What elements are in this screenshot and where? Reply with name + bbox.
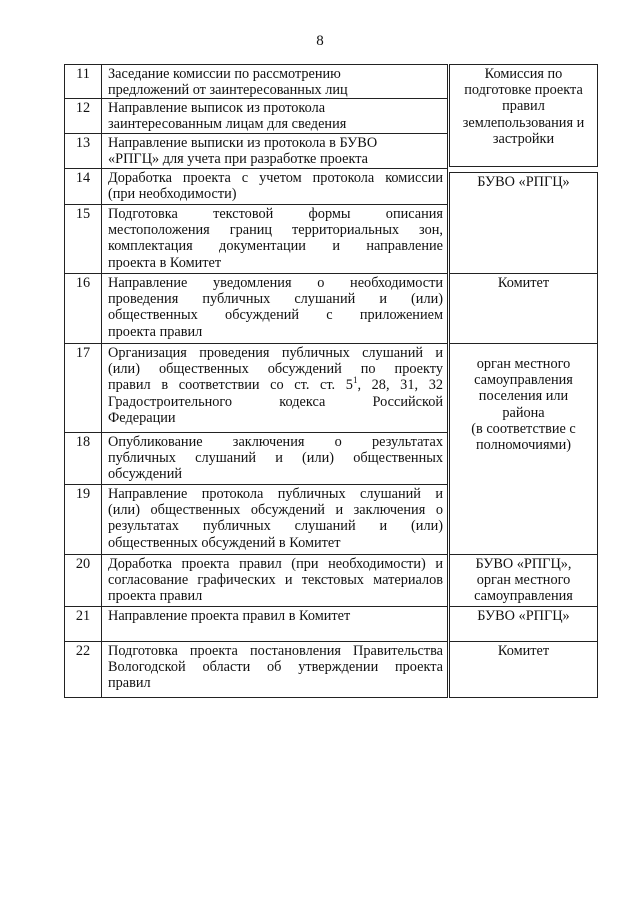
description-line: правил [108,675,151,692]
description-line: Доработка проекта правил (при необходимости) и [108,556,443,572]
responsible-party [449,273,598,344]
row-number: 16 [64,273,102,344]
description-line: Заседание комиссии по рассмотрению [108,66,341,82]
responsible-line: района [502,404,545,421]
description-line: Опубликование заключения о результатах [108,434,443,450]
row-number: 13 [64,133,102,169]
responsible-line: орган местного [476,572,571,589]
description-line: правил в соответствии со ст. ст. $5^1$, 28, 31, 32 [108,375,443,394]
responsible-party [449,554,598,607]
row-description [101,168,448,205]
responsible-line: Комитет [497,643,550,659]
row-number: 17 [64,343,102,433]
row-number: 14 [64,168,102,205]
row-number: 11 [64,64,102,99]
description-line: общественных обсуждений в Комитет [108,534,341,551]
description-line: «РПГЦ» для учета при разработке проекта [108,151,368,168]
responsible-line: Комитет [497,275,550,291]
responsible-line: застройки [492,130,555,147]
row-description [101,484,448,555]
row-description [101,204,448,274]
row-description [101,98,448,134]
description-line: Подготовка проекта постановления Правительства [108,643,443,659]
responsible-party [449,641,598,698]
description-line: (или) общественных обсуждений по проекту [108,361,443,378]
description-line: общественных обсуждений с приложением [108,307,443,324]
responsible-party [449,343,598,555]
responsible-line: подготовке проекта [464,82,583,99]
description-line: местоположения границ территориальных зон, [108,222,443,239]
responsible-line: самоуправления [474,588,573,605]
row-number: 18 [64,432,102,485]
row-number: 15 [64,204,102,274]
responsible-line: поселения или [478,388,569,405]
row-description [101,273,448,344]
responsible-line: (в соответствие с [471,420,576,437]
description-line: публичных слушаний и (или) общественных [108,450,443,467]
row-number: 21 [64,606,102,642]
row-number: 19 [64,484,102,555]
responsible-line: БУВО «РПГЦ» [477,608,570,624]
row-description [101,343,448,433]
description-line: Доработка проекта с учетом протокола комиссии [108,170,443,186]
description-line: проекта правил [108,588,203,605]
description-line: проекта в Комитет [108,254,222,271]
description-line: заинтересованным лицам для сведения [108,116,347,133]
row-number: 20 [64,554,102,607]
description-line: обсуждений [108,466,182,483]
row-description [101,432,448,485]
responsible-party [449,64,598,167]
responsible-line: БУВО «РПГЦ», [475,556,572,572]
responsible-line: БУВО «РПГЦ» [477,174,570,190]
page-number: 8 [316,33,324,49]
description-line: Направление выписок из протокола [108,100,326,116]
row-description [101,606,448,642]
responsible-party [449,606,598,642]
description-line: Направление протокола публичных слушаний и [108,486,443,502]
responsible-line: полномочиями) [476,437,571,454]
row-description [101,641,448,698]
description-line: Федерации [108,409,176,426]
description-line: Направление проекта правил в Комитет [108,608,351,624]
responsible-line: Комиссия по [484,66,563,82]
description-line: результатах публичных слушаний и (или) [108,518,443,535]
row-description [101,64,448,99]
description-line: проекта правил [108,323,203,340]
description-line: Организация проведения публичных слушаний и [108,345,443,361]
row-description [101,554,448,607]
responsible-line: правил [502,98,545,115]
description-line: Подготовка текстовой формы описания [108,206,443,222]
row-number: 22 [64,641,102,698]
responsible-line: орган местного [476,356,571,372]
responsible-party [449,172,598,274]
row-number: 12 [64,98,102,134]
description-line: предложений от заинтересованных лиц [108,82,348,99]
description-line: проведения публичных слушаний и (или) [108,291,443,308]
description-line: Направление выписки из протокола в БУВО [108,135,378,151]
description-line: комплектация документации и направление [108,238,443,255]
row-description [101,133,448,169]
description-line: (при необходимости) [108,186,237,203]
description-line: Направление уведомления о необходимости [108,275,443,291]
description-line: Вологодской области об утверждении проекта [108,659,443,676]
description-line: (или) общественных обсуждений и заключения о [108,502,443,519]
responsible-line: землепользования и [462,114,585,131]
description-line: согласование графических и текстовых материалов [108,572,443,589]
responsible-line: самоуправления [474,372,573,389]
description-line: Градостроительного кодекса Российской [108,393,443,410]
